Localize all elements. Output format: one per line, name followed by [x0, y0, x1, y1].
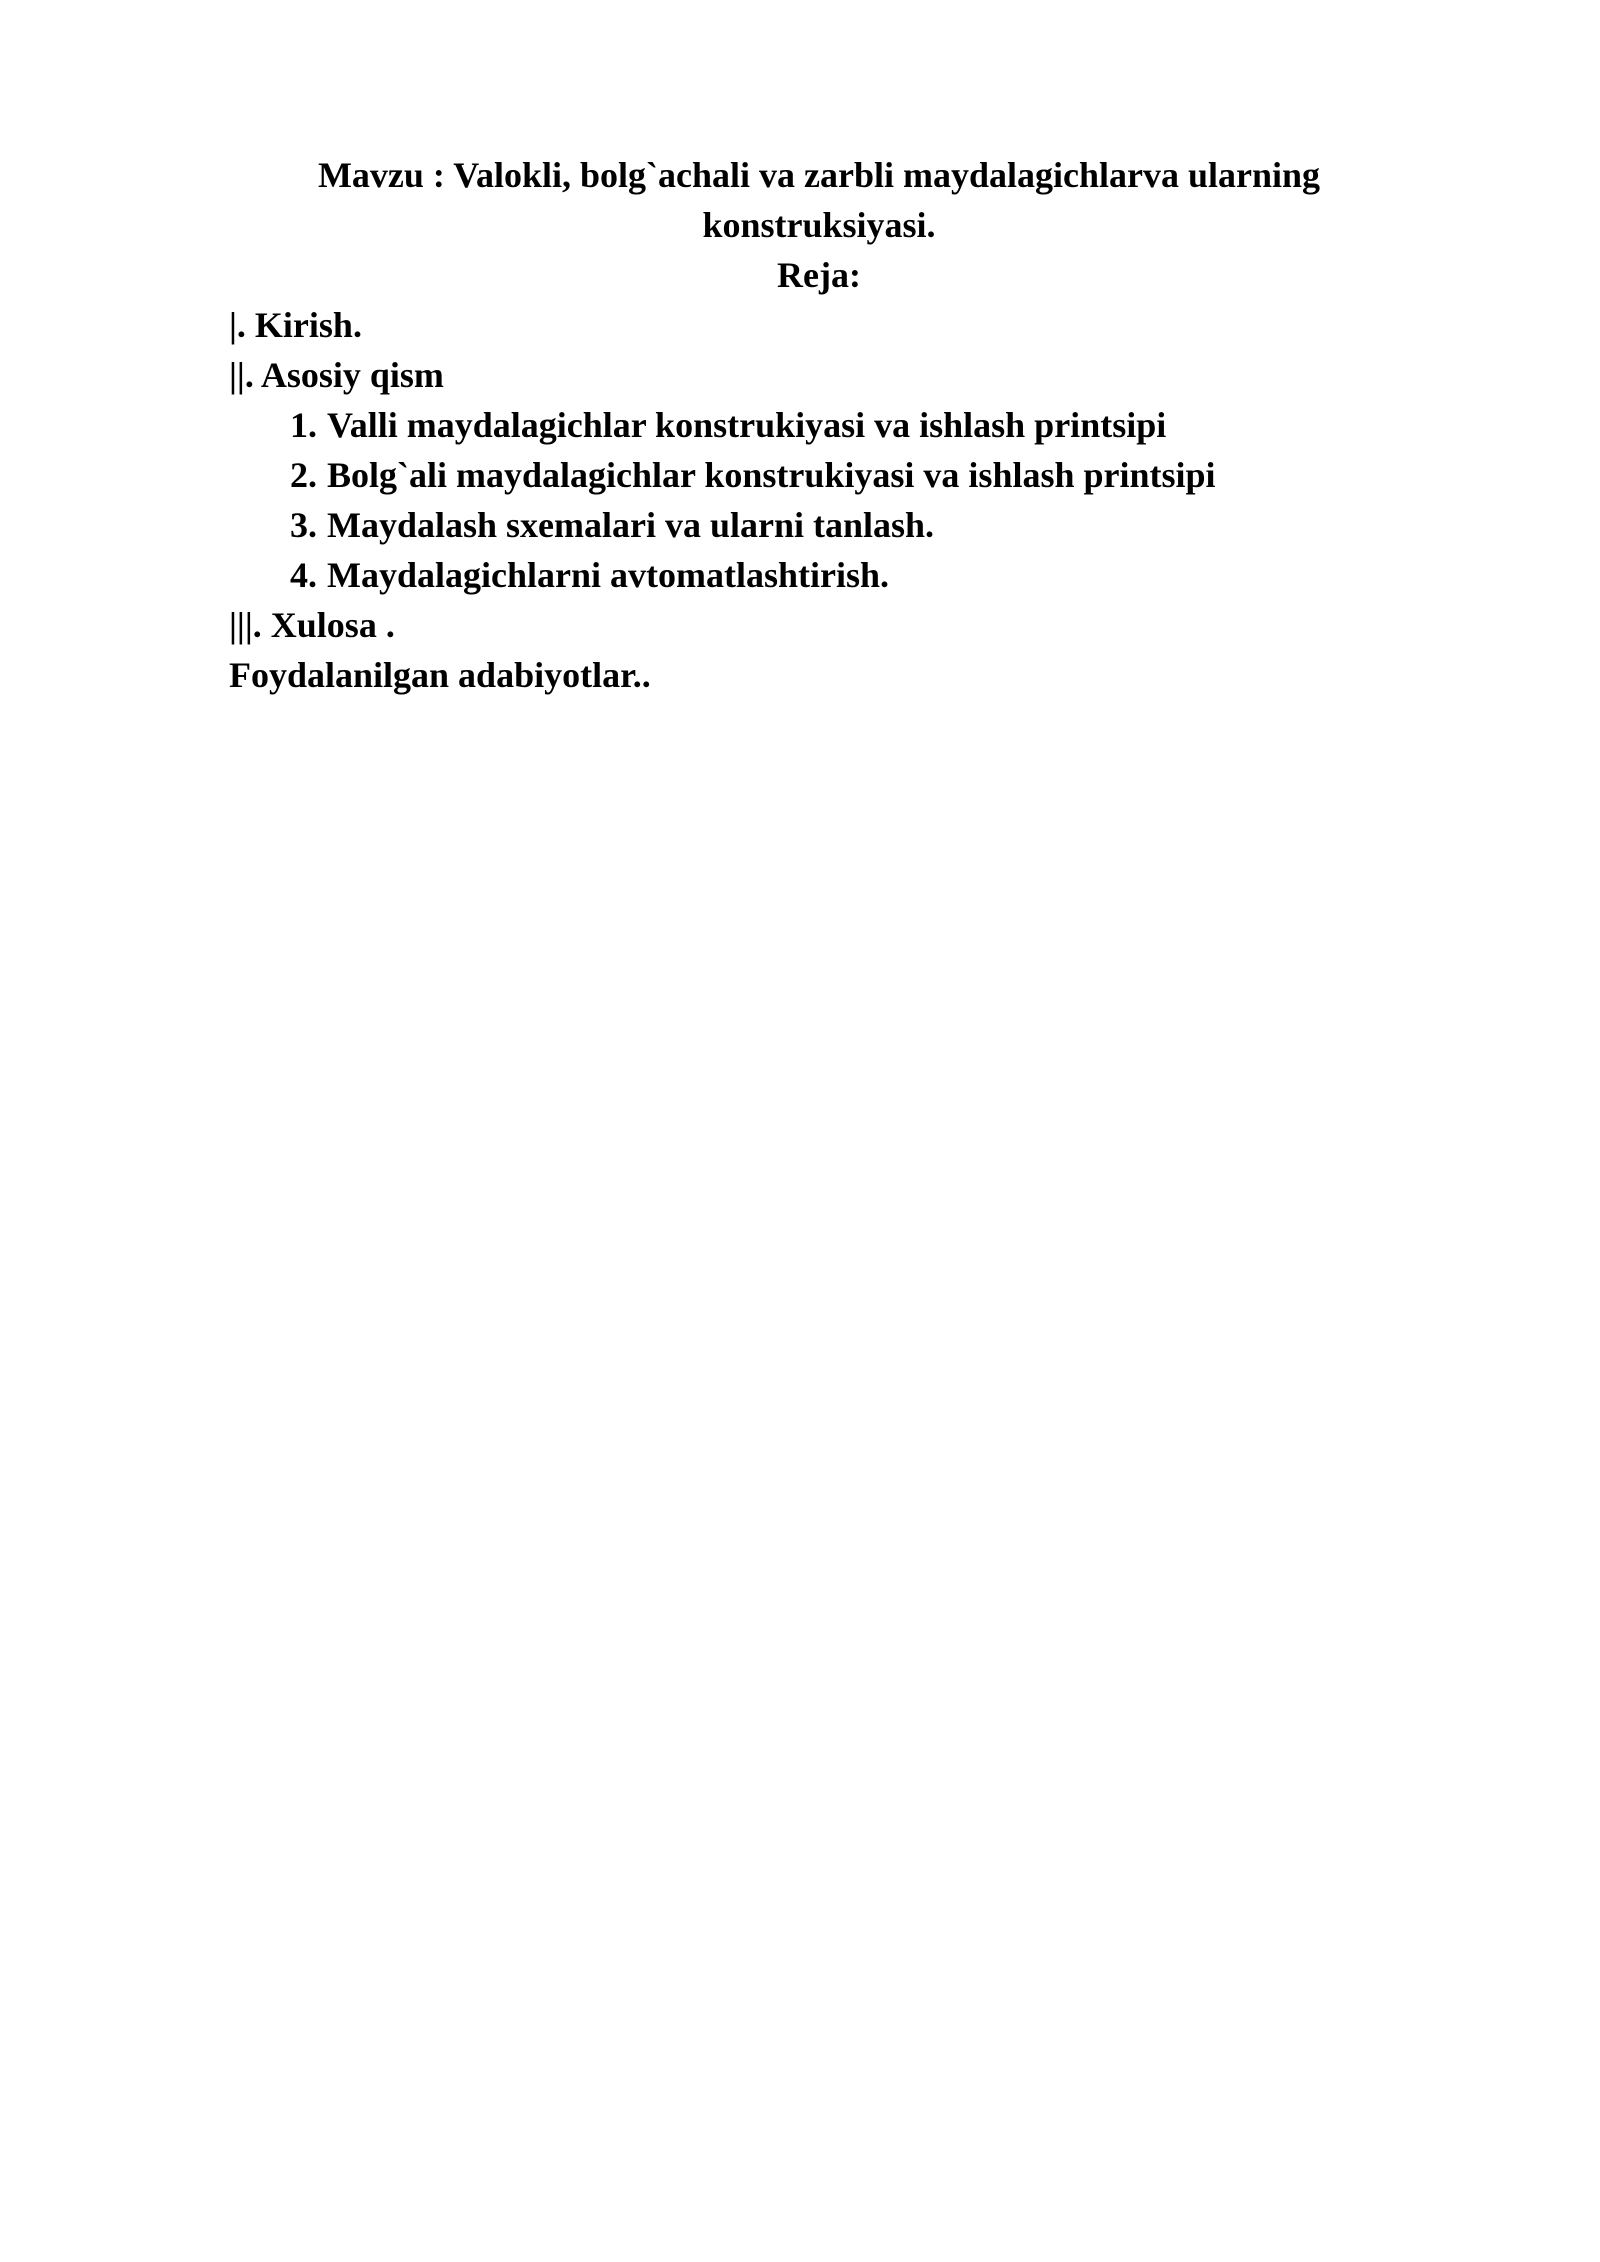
- document-title: Mavzu : Valokli, bolg`achali va zarbli maydalagichlarva ularning konstruksiyasi.: [317, 155, 1321, 245]
- list-item: [229, 400, 1389, 450]
- plan-heading: Reja:: [777, 255, 861, 295]
- list-item: [229, 550, 1389, 600]
- list-item-text: Maydalash sxemalari va ularni tanlash.: [327, 505, 935, 545]
- section-references: Foydalanilgan adabiyotlar..: [229, 655, 651, 695]
- list-item-text: Bolg`ali maydalagichlar konstrukiyasi va ishlash printsipi: [327, 455, 1216, 495]
- section-main-part: ||. Asosiy qism: [229, 355, 444, 395]
- section-conclusion: |||. Xulosa .: [229, 605, 395, 645]
- document-content: [229, 150, 1389, 700]
- list-item: [229, 500, 1389, 550]
- list-item-number: 4.: [290, 555, 317, 595]
- list-item-number: 3.: [290, 505, 317, 545]
- list-item-text: Maydalagichlarni avtomatlashtirish.: [327, 555, 890, 595]
- list-item-number: 2.: [290, 455, 317, 495]
- list-item: [229, 450, 1389, 500]
- list-item-number: 1.: [290, 405, 317, 445]
- section-introduction: |. Kirish.: [229, 305, 362, 345]
- main-part-list: [229, 400, 1389, 600]
- list-item-text: Valli maydalagichlar konstrukiyasi va ishlash printsipi: [327, 405, 1167, 445]
